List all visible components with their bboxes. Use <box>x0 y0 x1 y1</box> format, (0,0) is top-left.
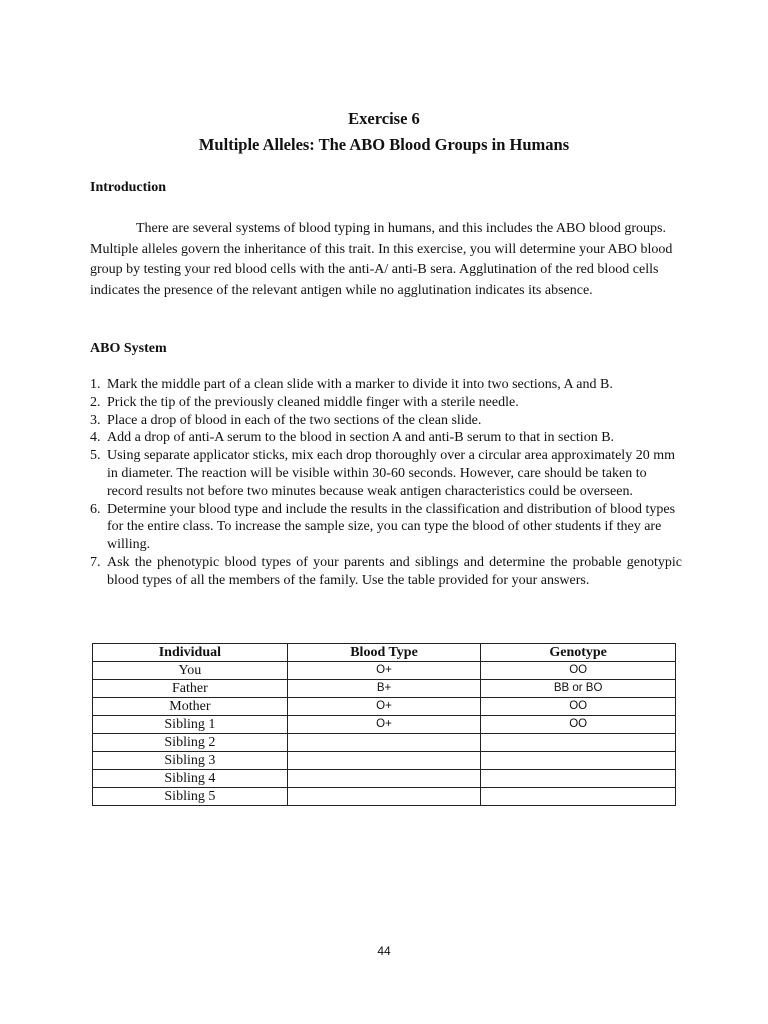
cell-genotype: OO <box>481 716 676 734</box>
table-header-row <box>93 644 676 662</box>
procedure-steps <box>90 376 682 590</box>
exercise-title: Exercise 6 <box>348 109 420 128</box>
cell-individual: Sibling 3 <box>93 752 288 770</box>
table-row <box>93 752 676 770</box>
table-row <box>93 734 676 752</box>
cell-individual: Sibling 5 <box>93 788 288 806</box>
procedure-step: 1. Mark the middle part of a clean slide with a marker to divide it into two sections, A and B. <box>90 377 613 392</box>
cell-blood-type <box>287 770 481 788</box>
introduction-paragraph <box>90 219 680 301</box>
header-individual: Individual <box>93 644 288 662</box>
cell-genotype <box>481 734 676 752</box>
header-blood-type: Blood Type <box>287 644 481 662</box>
cell-individual: You <box>93 662 288 680</box>
procedure-step: 6. Determine your blood type and include the results in the classification and distribution of blood types for the entire class. To increase the sample size, you can type the blood of other students if they are willing. <box>90 501 676 553</box>
cell-genotype <box>481 752 676 770</box>
cell-individual: Sibling 4 <box>93 770 288 788</box>
table-row <box>93 680 676 698</box>
page-number: 44 <box>377 944 391 958</box>
cell-blood-type: O+ <box>287 698 481 716</box>
cell-blood-type <box>287 788 481 806</box>
table-row <box>93 770 676 788</box>
cell-blood-type: O+ <box>287 716 481 734</box>
abo-system-heading: ABO System <box>90 341 167 356</box>
cell-individual: Father <box>93 680 288 698</box>
header-genotype: Genotype <box>481 644 676 662</box>
table-row <box>93 662 676 680</box>
cell-genotype: OO <box>481 698 676 716</box>
cell-genotype: OO <box>481 662 676 680</box>
table-row <box>93 788 676 806</box>
cell-genotype: BB or BO <box>481 680 676 698</box>
cell-individual: Mother <box>93 698 288 716</box>
cell-genotype <box>481 770 676 788</box>
title-block <box>0 106 768 158</box>
procedure-step: 7. Ask the phenotypic blood types of your parents and siblings and determine the probable genotypic blood types of all the members of the family. Use the table provided for your answers. <box>90 554 682 588</box>
procedure-step: 4. Add a drop of anti-A serum to the blood in section A and anti-B serum to that in section B. <box>90 430 615 446</box>
family-blood-type-table <box>92 643 676 806</box>
cell-individual: Sibling 2 <box>93 734 288 752</box>
introduction-text: There are several systems of blood typing in humans, and this includes the ABO blood groups. Multiple alleles govern the inheritance of this trait. In this exercise, you will determine your ABO blood group by testing your red blood cells with the anti-A/ anti-B sera. Agglutination of the red blood cells indicates the presence of the relevant antigen while no agglutination indicates its absence. <box>90 221 673 298</box>
procedure-step: 3. Place a drop of blood in each of the two sections of the clean slide. <box>90 412 482 428</box>
introduction-heading: Introduction <box>90 180 166 195</box>
cell-blood-type <box>287 752 481 770</box>
cell-blood-type: B+ <box>287 680 481 698</box>
cell-genotype <box>481 788 676 806</box>
cell-individual: Sibling 1 <box>93 716 288 734</box>
procedure-step: 2. Prick the tip of the previously cleaned middle finger with a sterile needle. <box>90 394 519 410</box>
procedure-step: 5. Using separate applicator sticks, mix each drop thoroughly over a circular area approximately 20 mm in diameter. The reaction will be visible within 30-60 seconds. However, care should be taken to record results not before two minutes because weak antigen characteristics could be overseen. <box>90 448 675 499</box>
table-row <box>93 716 676 734</box>
cell-blood-type <box>287 734 481 752</box>
cell-blood-type: O+ <box>287 662 481 680</box>
main-title: Multiple Alleles: The ABO Blood Groups in Humans <box>198 135 570 154</box>
table-row <box>93 698 676 716</box>
